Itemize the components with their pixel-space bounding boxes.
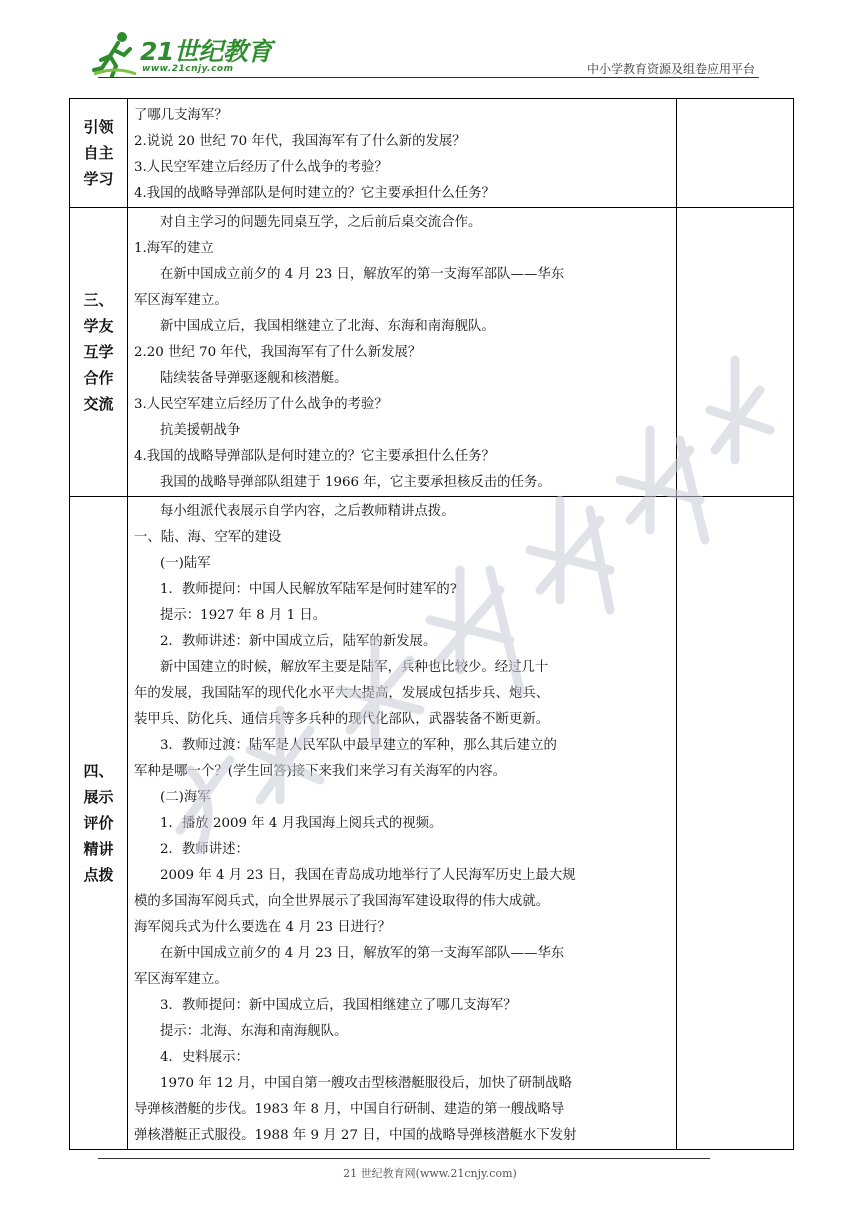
lesson-table (69, 98, 794, 1150)
notes-cell (677, 497, 794, 1150)
logo-url: www.21cnjy.com (142, 64, 234, 74)
content-line: 军种是哪一个？(学生回答)接下来我们来学习有关海军的内容。 (134, 764, 506, 779)
content-line: 弹核潜艇正式服役。1988 年 9 月 27 日，中国的战略导弹核潜艇水下发射 (134, 1128, 577, 1143)
content-line: 2．教师讲述：新中国成立后，陆军的新发展。 (160, 634, 437, 649)
content-line: 1．播放 2009 年 4 月我国海上阅兵式的视频。 (160, 816, 443, 831)
content-line: 在新中国成立前夕的 4 月 23 日，解放军的第一支海军部队——华东 (160, 946, 565, 961)
content-line: 3.人民空军建立后经历了什么战争的考验？ (134, 160, 388, 175)
content-cell (128, 497, 677, 1150)
content-line: 3.人民空军建立后经历了什么战争的考验？ (134, 397, 388, 412)
section-title-line: 精讲 (83, 840, 114, 858)
content-line: 4.我国的战略导弹部队是何时建立的？它主要承担什么任务？ (134, 186, 495, 201)
section-title (70, 114, 127, 192)
content-line: 陆续装备导弹驱逐舰和核潜艇。 (160, 371, 348, 386)
content-line: 对自主学习的问题先同桌互学，之后前后桌交流合作。 (160, 215, 482, 230)
section-title-line: 互学 (83, 343, 114, 361)
section-title-line: 学习 (83, 170, 114, 188)
content-line: 装甲兵、防化兵、通信兵等多兵种的现代化部队，武器装备不断更新。 (134, 712, 550, 727)
site-logo[interactable] (92, 30, 272, 80)
section-cell (70, 99, 128, 208)
content-line: 年的发展，我国陆军的现代化水平大大提高，发展成包括步兵、炮兵、 (134, 686, 550, 701)
content-line: 新中国成立后，我国相继建立了北海、东海和南海舰队。 (160, 319, 495, 334)
section-title (70, 758, 127, 888)
content-line: 提示：1927 年 8 月 1 日。 (160, 608, 327, 623)
content-line: 2.说说 20 世纪 70 年代，我国海军有了什么新的发展？ (134, 134, 466, 149)
section-title (70, 287, 127, 417)
content-line: 一、陆、海、空军的建设 (134, 530, 282, 545)
lesson-row (70, 99, 794, 208)
content-line: 1970 年 12 月，中国自第一艘攻击型核潜艇服役后，加快了研制战略 (160, 1076, 573, 1091)
content-line: (二)海军 (160, 790, 211, 805)
platform-slogan: 中小学教育资源及组卷应用平台 (586, 62, 755, 76)
section-cell (70, 497, 128, 1150)
section-title-line: 学友 (83, 317, 114, 335)
notes-cell (677, 208, 794, 497)
content-line: 2.20 世纪 70 年代，我国海军有了什么新发展？ (134, 345, 422, 360)
content-line: 军区海军建立。 (134, 293, 228, 308)
section-title-line: 合作 (83, 369, 114, 387)
content-line: 2009 年 4 月 23 日，我国在青岛成功地举行了人民海军历史上最大规 (160, 868, 576, 883)
content-line: 2．教师讲述： (160, 842, 249, 857)
lesson-row (70, 208, 794, 497)
section-title-line: 评价 (83, 814, 114, 832)
content-line: 在新中国成立前夕的 4 月 23 日，解放军的第一支海军部队——华东 (160, 267, 565, 282)
footer-divider (98, 1158, 710, 1159)
content-line: 提示：北海、东海和南海舰队。 (160, 1024, 348, 1039)
content-line: 4．史料展示： (160, 1050, 249, 1065)
footer-text: 21 世纪教育网(www.21cnjy.com) (343, 1167, 517, 1180)
notes-cell (677, 99, 794, 208)
content-line: 3．教师过渡：陆军是人民军队中最早建立的军种，那么其后建立的 (160, 738, 557, 753)
content-line: 3．教师提问：新中国成立后，我国相继建立了哪几支海军？ (160, 998, 517, 1013)
runner-logo-icon (92, 30, 138, 78)
content-line: 1．教师提问：中国人民解放军陆军是何时建军的? (160, 582, 457, 597)
content-line: 每小组派代表展示自学内容，之后教师精讲点拨。 (160, 504, 455, 519)
content-line: 抗美援朝战争 (160, 423, 241, 438)
logo-text: 21世纪教育 (140, 37, 272, 66)
section-title-line: 自主 (83, 144, 114, 162)
content-line: 了哪几支海军？ (134, 108, 228, 123)
section-title-line: 点拨 (83, 866, 114, 884)
page-header (0, 0, 860, 90)
content-line: 1.海军的建立 (134, 241, 214, 256)
section-title-line: 交流 (83, 395, 114, 413)
section-title-line: 展示 (83, 788, 114, 806)
content-line: 导弹核潜艇的步伐。1983 年 8 月，中国自行研制、建造的第一艘战略导 (134, 1102, 565, 1117)
content-line: 4.我国的战略导弹部队是何时建立的？它主要承担什么任务？ (134, 449, 495, 464)
lesson-row (70, 497, 794, 1150)
content-line: 军区海军建立。 (134, 972, 228, 987)
content-line: 海军阅兵式为什么要选在 4 月 23 日进行？ (134, 920, 391, 935)
content-line: 我国的战略导弹部队组建于 1966 年，它主要承担核反击的任务。 (160, 475, 551, 490)
section-cell (70, 208, 128, 497)
content-line: (一)陆军 (160, 556, 211, 571)
content-cell (128, 99, 677, 208)
content-line: 新中国建立的时候，解放军主要是陆军，兵种也比较少。经过几十 (160, 660, 549, 675)
section-title-line: 引领 (83, 118, 114, 136)
content-line: 模的多国海军阅兵式，向全世界展示了我国海军建设取得的伟大成就。 (134, 894, 550, 909)
section-title-line: 三、 (83, 291, 114, 309)
header-divider (98, 77, 759, 78)
content-cell (128, 208, 677, 497)
section-title-line: 四、 (83, 762, 114, 780)
